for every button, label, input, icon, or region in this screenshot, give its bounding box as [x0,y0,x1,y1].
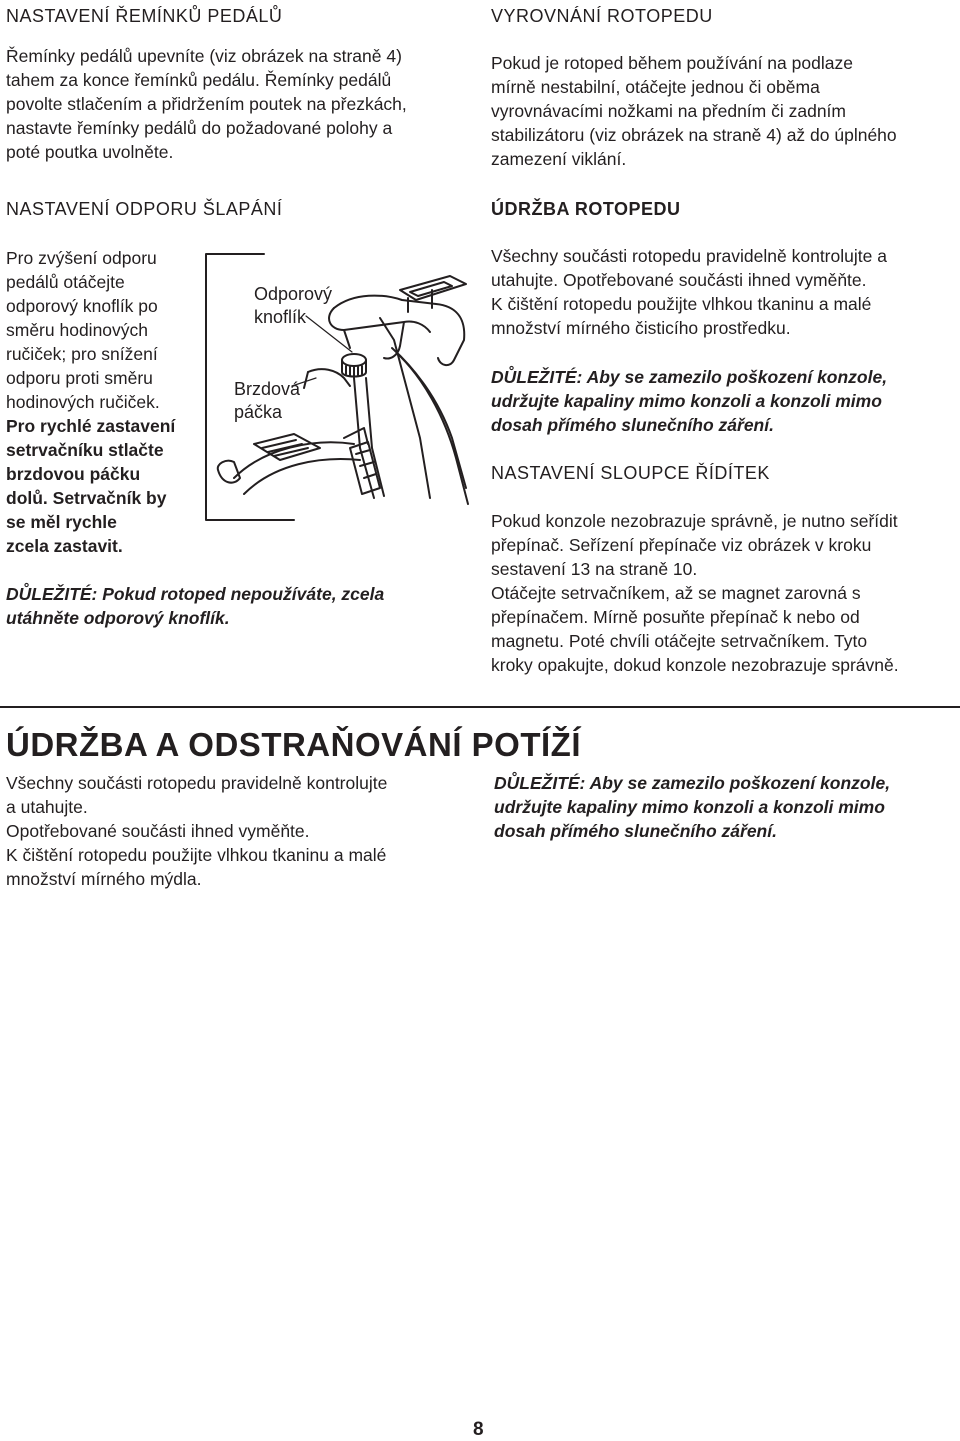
maintenance-body: Všechny součásti rotopedu pravidelně kontrolujte a utahujte. Opotřebované součásti ihned vyměňte. K čištění rotopedu použijte vlhkou tkaninu a malé množství mírného čisticího prostředku. [491,246,887,338]
column-heading: NASTAVENÍ SLOUPCE ŘÍDÍTEK [491,463,770,483]
resistance-brake-note: Pro rychlé zastavení setrvačníku stlačte brzdovou páčku dolů. Setrvačník by se měl rychle zcela zastavit. [6,416,176,556]
leveling-heading: VYROVNÁNÍ ROTOPEDU [491,6,713,26]
label-resistance-knob: Odporový knoflík [254,284,333,327]
brake-lever-icon [308,369,350,386]
maintenance-important: DŮLEŽITÉ: Aby se zamezilo poškození konzole, udržujte kapaliny mimo konzoli a konzoli mimo dosah přímého slunečního záření. [491,367,888,435]
leveling-body: Pokud je rotoped během používání na podlaze mírně nestabilní, otáčejte jednou či oběma vyrovnávacími nožkami na předním či zadním stabilizátoru (viz obrázek na straně 4) až do úplného zamezení viklání. [491,53,897,169]
maintenance-heading: ÚDRŽBA ROTOPEDU [491,199,681,219]
column-body: Pokud konzole nezobrazuje správně, je nutno seřídit přepínač. Seřízení přepínače viz obrázek v kroku sestavení 13 na straně 10. Otáčejte setrvačníkem, až se magnet zarovná s přepínačem. Mírně posuňte přepínač k nebo od magnetu. Poté chvíli otáčejte setrvačníkem. Tyto kroky opakujte, dokud konzole nezobrazuje správně. [491,511,899,675]
strap-body: Řemínky pedálů upevníte (viz obrázek na straně 4) tahem za konce řemínků pedálu. Řemínky pedálů povolte stlačením a přidržením poutek na přezkách, nastavte řemínky pedálů do požadované polohy a poté poutka uvolněte. [6,46,407,162]
page-number: 8 [473,1419,484,1440]
resistance-body: Pro zvýšení odporu pedálů otáčejte odporový knoflík po směru hodinových ručiček; pro snížení odporu proti směru hodinových ručiček. [6,248,160,412]
section-divider [0,706,960,708]
resistance-heading: NASTAVENÍ ODPORU ŠLAPÁNÍ [6,199,283,219]
troubleshooting-heading: ÚDRŽBA A ODSTRAŇOVÁNÍ POTÍŽÍ [6,726,581,763]
troubleshooting-body: Všechny součásti rotopedu pravidelně kontrolujte a utahujte. Opotřebované součásti ihned vyměňte. K čištění rotopedu použijte vlhkou tkaninu a malé množství mírného mýdla. [6,773,388,889]
strap-heading: NASTAVENÍ ŘEMÍNKŮ PEDÁLŮ [6,6,283,26]
knob-icon [342,354,366,366]
troubleshooting-important: DŮLEŽITÉ: Aby se zamezilo poškození konzole, udržujte kapaliny mimo konzoli a konzoli mimo dosah přímého slunečního záření. [494,773,891,841]
resistance-important: DŮLEŽITÉ: Pokud rotoped nepoužíváte, zcela utáhněte odporový knoflík. [6,584,385,628]
label-brake-lever: Brzdová páčka [234,379,301,422]
